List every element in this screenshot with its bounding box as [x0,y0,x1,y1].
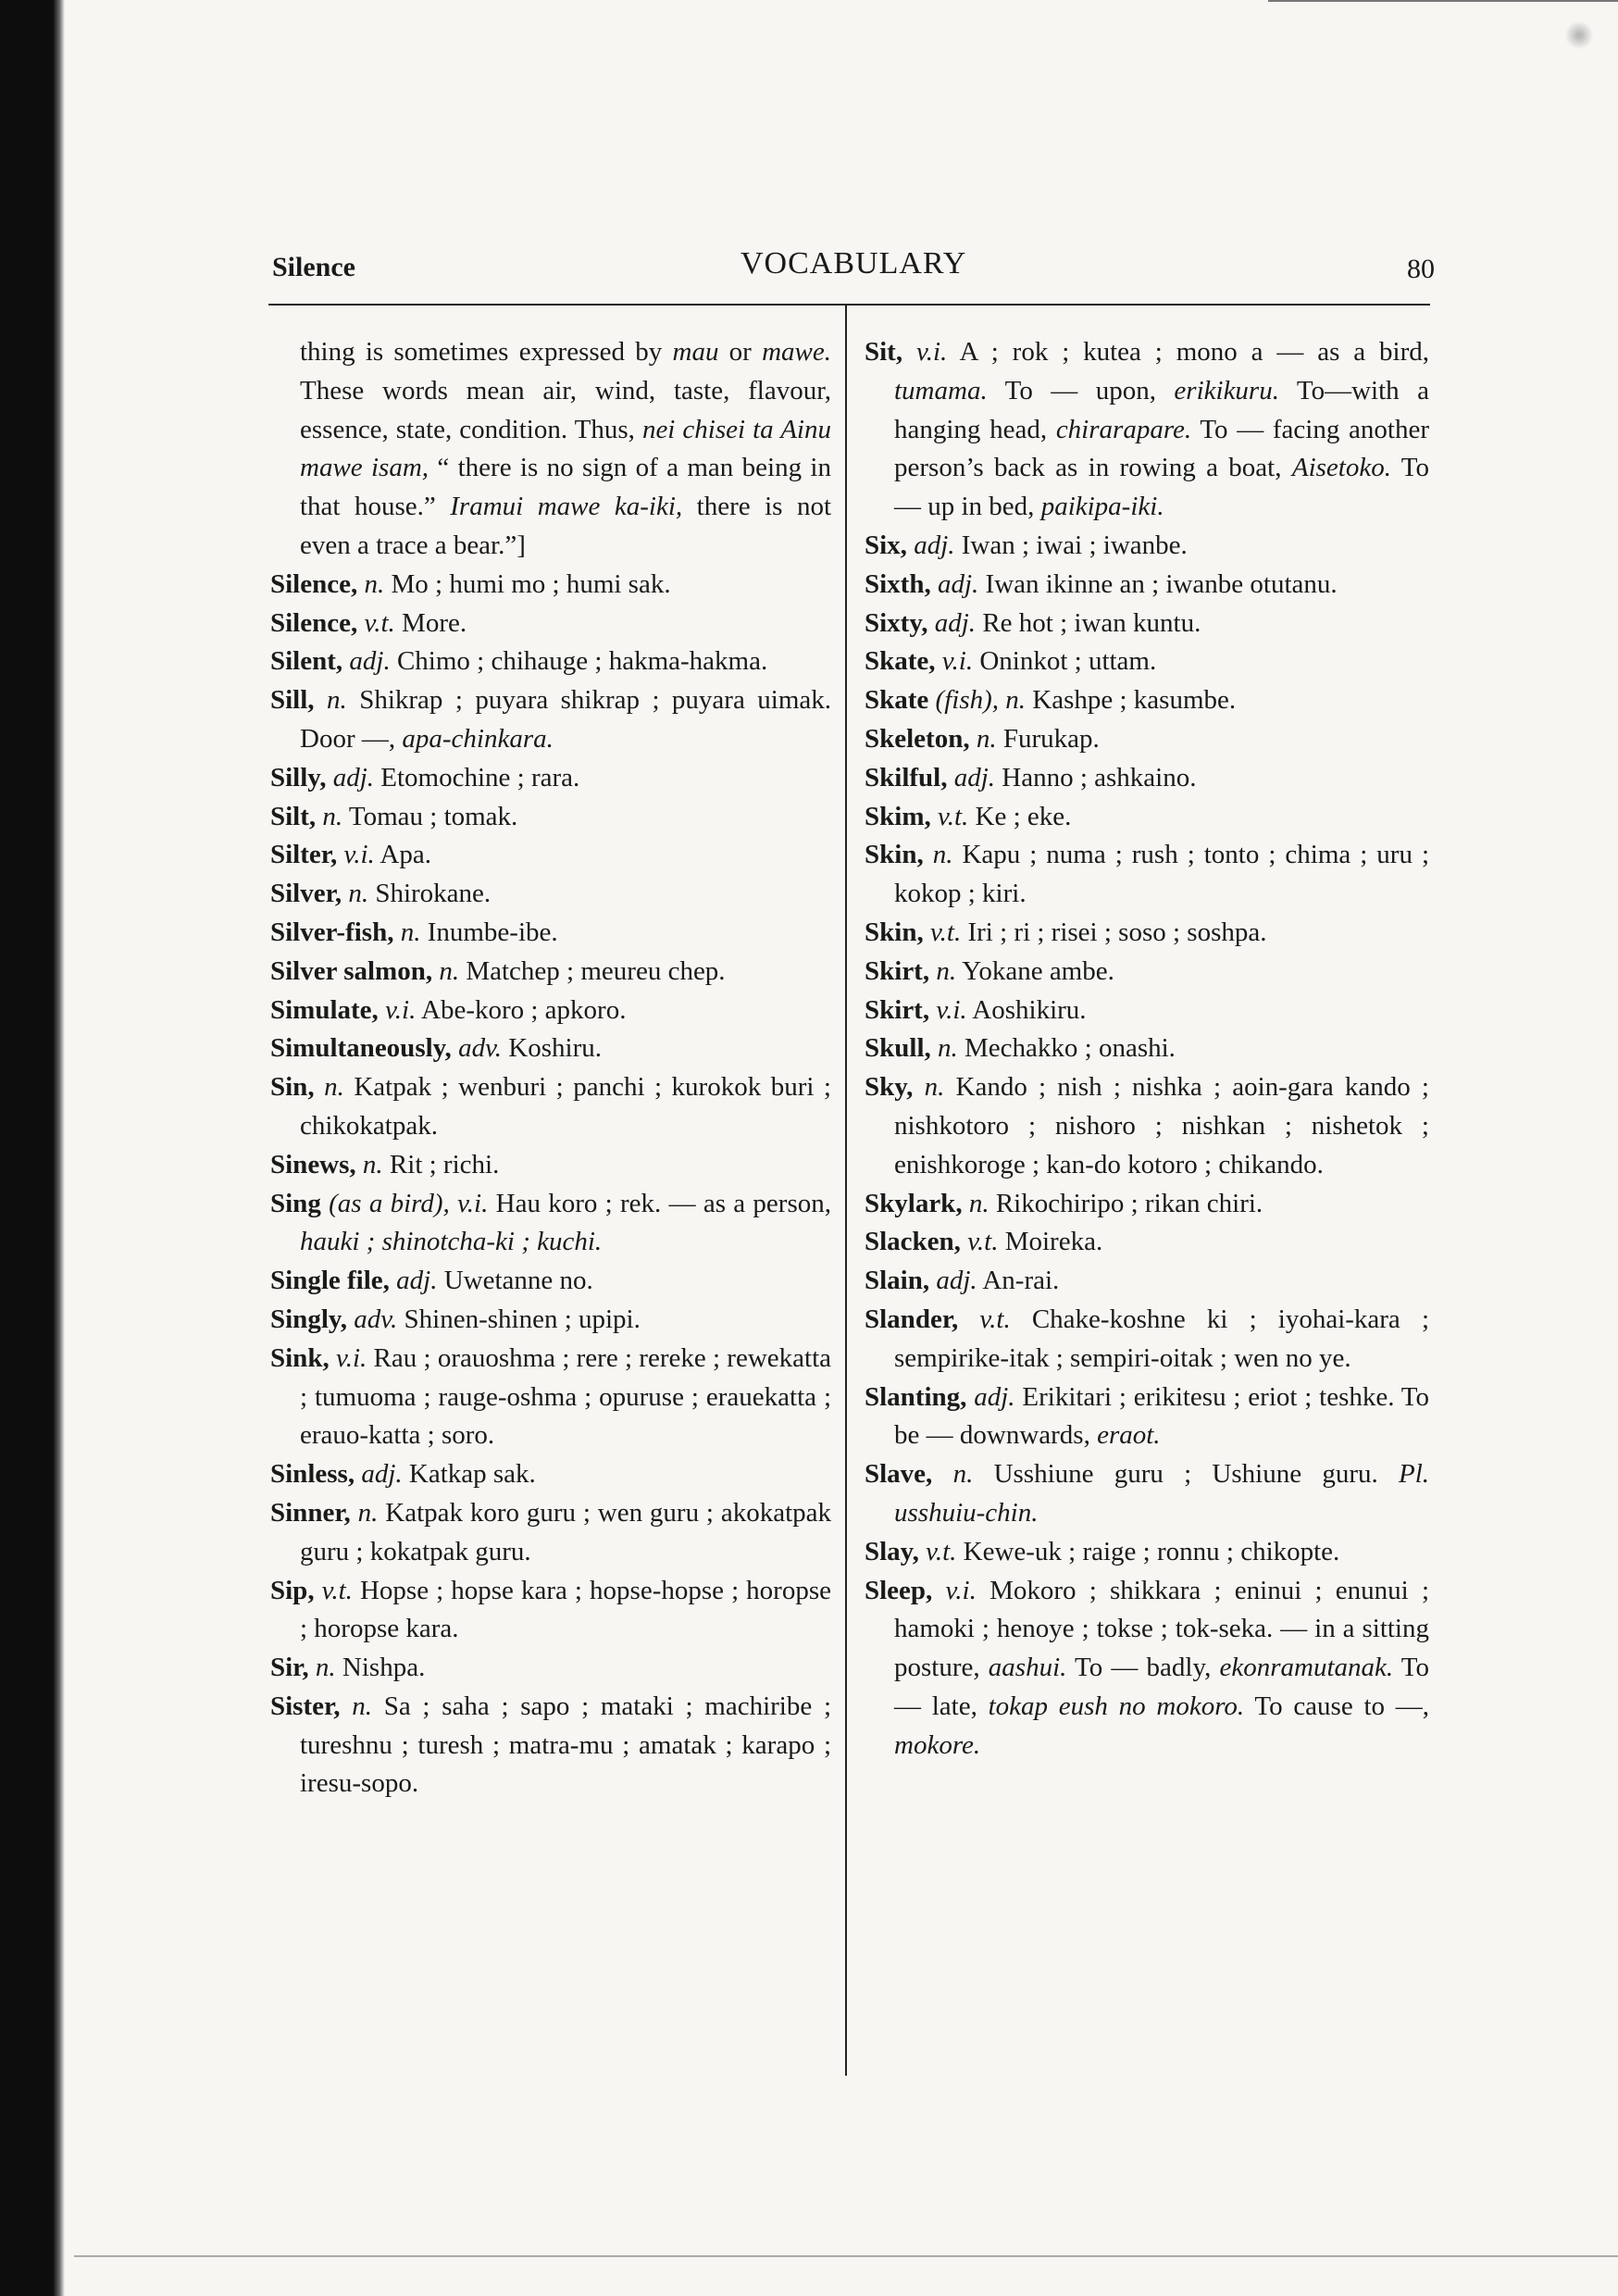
definition-text: thing is sometimes expressed by [300,337,673,367]
dictionary-entry [865,1068,1429,1184]
headword: Silver, [270,879,342,909]
dictionary-entry [270,836,831,875]
part-of-speech: adv. [458,1033,503,1064]
dictionary-entry [270,875,831,914]
definition-text: Aoshikiru. [972,994,1087,1025]
definition-text: To cause to —, [1244,1691,1429,1721]
headword: Silver-fish, [270,917,394,947]
headword: Silter, [270,840,338,870]
dictionary-entry [865,914,1429,953]
headword: Single file, [270,1266,390,1296]
definition-text: Uwetanne no. [443,1266,593,1296]
dictionary-entry [865,836,1429,914]
definition-text: Katpak ; wenburi ; panchi ; kurokok buri ; chikokatpak. [300,1072,831,1141]
headword: Sit, [865,337,903,367]
headword: Slain, [865,1266,930,1296]
part-of-speech: v.i. [945,1575,977,1605]
ainu-term: tokap eush no mokoro. [988,1691,1245,1721]
definition-text: These words mean air, wind, taste, flavour, essence, state, condition. Thus, [300,375,831,444]
scan-edge-line [1268,0,1618,2]
left-entries [270,566,831,1804]
headword: Singly, [270,1304,348,1334]
definition-text: Katkap sak. [408,1459,536,1490]
scan-bottom-line [74,2255,1618,2257]
page-header [268,246,1435,293]
ainu-term: aashui. [988,1653,1067,1683]
definition-text: Inumbe-ibe. [427,917,558,947]
part-of-speech: adj. [934,607,977,638]
part-of-speech: n. [362,1149,383,1179]
headword: Skin, [865,840,924,870]
part-of-speech: v.t. [929,917,962,947]
dictionary-entry [270,914,831,953]
part-of-speech: adj. [936,1266,977,1296]
dictionary-entry [270,759,831,798]
definition-text: Rit ; richi. [389,1149,500,1179]
headword: Simulate, [270,994,379,1025]
definition-text: Rikochiripo ; rikan chiri. [995,1188,1263,1218]
dictionary-entry [865,953,1429,992]
definition-text: Shirokane. [375,879,492,909]
part-of-speech: v.i. [915,337,948,367]
part-of-speech: v.i. [941,646,974,677]
definition-text: Mo ; humi mo ; humi sak. [391,568,671,599]
definition-text: More. [402,607,467,638]
dictionary-entry [270,1455,831,1494]
definition-text: there is not even a trace a bear.”] [300,492,831,560]
definition-text: Koshiru. [508,1033,602,1064]
headword: Simultaneously, [270,1033,452,1064]
definition-text: To — badly, [1066,1653,1220,1683]
ainu-term: erikikuru. [1174,375,1279,406]
definition-text: Re hot ; iwan kuntu. [982,607,1201,638]
dictionary-entry [865,1301,1429,1379]
page-number: 80 [1407,254,1435,284]
book-spine-shadow [0,0,65,2296]
headword: Skirt, [865,994,930,1025]
definition-text: Oninkot ; uttam. [979,646,1157,677]
running-head-word: Silence [272,252,355,282]
part-of-speech: adj. [361,1459,403,1490]
definition-text: Etomochine ; rara. [380,762,580,792]
part-of-speech: n. [924,1072,945,1103]
definition-text: Mokoro ; shikkara ; eninui ; enunui ; hamoki ; henoye ; tokse ; tok-seka. — in a sitting posture, [894,1575,1429,1683]
ainu-term: eraot. [1097,1420,1161,1451]
headword: Slanting, [865,1381,967,1412]
part-of-speech: v.t. [967,1227,999,1257]
definition-text: To — facing another person’s back as in rowing a boat, [894,414,1429,483]
part-of-speech: n. [348,879,369,909]
left-column [270,333,831,1803]
headword: Skirt, [865,955,930,986]
definition-text: Yokane ambe. [962,955,1114,986]
definition-text: Nishpa. [342,1653,426,1683]
dictionary-entry [865,798,1429,837]
definition-text: Hau koro ; rek. — as a person, [495,1188,832,1218]
definition-text: Hopse ; hopse kara ; hopse-hopse ; horopse ; horopse kara. [300,1575,832,1644]
ainu-term: mokore. [894,1729,981,1760]
part-of-speech: n. [352,1691,372,1721]
dictionary-entry [270,1068,831,1146]
ainu-term: tumama. [894,375,988,406]
header-rule [268,304,1430,306]
part-of-speech: n. [932,840,953,870]
definition-text: Kapu ; numa ; rush ; tonto ; chima ; uru ; kokop ; kiri. [894,840,1430,909]
dictionary-entry [270,681,831,759]
part-of-speech: n. [364,568,385,599]
dictionary-entry [865,1379,1429,1456]
ainu-term: chirarapare. [1055,414,1192,444]
part-of-speech: v.i. [457,1188,489,1218]
headword: Sing [270,1188,321,1218]
dictionary-entry [270,1029,831,1068]
dictionary-entry [865,333,1429,527]
definition-text: “ there is no sign of a man being in that house.” [300,453,831,522]
part-of-speech: v.i. [936,994,967,1025]
definition-text: To—with a hanging head, [894,375,1429,444]
page-title: VOCABULARY [741,246,967,281]
part-of-speech: v.i. [335,1342,367,1373]
headword: Sink, [270,1342,330,1373]
part-of-speech: n. [952,1459,974,1490]
definition-text: Erikitari ; erikitesu ; eriot ; teshke. To be — downwards, [894,1381,1429,1451]
part-of-speech: n. [400,917,421,947]
dictionary-entry [865,1455,1429,1533]
definition-text: Furukap. [1002,723,1100,754]
definition-text: Ke ; eke. [975,801,1072,831]
part-of-speech: n. [315,1653,336,1683]
scan-speck [1562,19,1596,52]
definition-text: Sa ; saha ; sapo ; mataki ; machiribe ; tureshnu ; turesh ; matra-mu ; amatak ; karapo ; iresu-sopo. [300,1691,832,1799]
headword-qualifier: (as a bird), [329,1188,450,1218]
part-of-speech: adj. [396,1266,438,1296]
dictionary-entry [270,1649,831,1688]
dictionary-entry [865,1185,1429,1224]
part-of-speech: adj. [974,1381,1015,1412]
headword: Slacken, [865,1227,961,1257]
part-of-speech: n. [439,955,460,986]
part-of-speech: n. [1005,685,1027,716]
headword: Silt, [270,801,317,831]
headword: Sill, [270,685,315,716]
definition-text: Apa. [380,840,431,870]
part-of-speech: adv. [354,1304,398,1334]
part-of-speech: n. [938,1033,958,1064]
part-of-speech: adj. [937,568,979,599]
definition-text: Kashpe ; kasumbe. [1032,685,1237,716]
headword: Slander, [865,1304,959,1334]
right-entries [865,333,1429,1765]
headword: Sinless, [270,1459,355,1490]
definition-text: Usshiune guru ; Ushiune guru. [993,1459,1399,1490]
definition-text: A ; rok ; kutea ; mono a — as a bird, [959,337,1429,367]
ainu-term: mawe. [762,337,831,367]
dictionary-entry [270,1340,831,1455]
part-of-speech: adj. [914,530,955,560]
dictionary-entry [865,605,1429,643]
definition-text: Rau ; orauoshma ; rere ; rereke ; rewekatta ; tumuoma ; rauge-oshma ; opuruse ; erauekatta ; erauo-katta ; soro. [300,1342,832,1451]
part-of-speech: n. [327,685,347,716]
headword: Slay, [865,1536,919,1566]
part-of-speech: v.i. [343,840,375,870]
definition-text: An-rai. [982,1266,1060,1296]
dictionary-entry [270,798,831,837]
definition-text: Iri ; ri ; risei ; soso ; soshpa. [967,917,1267,947]
dictionary-entry [865,566,1429,605]
headword: Sinner, [270,1497,351,1528]
headword: Silver salmon, [270,955,433,986]
definition-text: Katpak koro guru ; wen guru ; akokatpak guru ; kokatpak guru. [300,1497,832,1566]
dictionary-entry [270,953,831,992]
dictionary-entry [865,1533,1429,1572]
part-of-speech: v.t. [979,1304,1011,1334]
part-of-speech: v.t. [321,1575,353,1605]
headword: Skate, [865,646,936,677]
definition-text: Moireka. [1004,1227,1103,1257]
part-of-speech: n. [322,801,343,831]
dictionary-entry [865,1029,1429,1068]
headword: Sky, [865,1072,914,1103]
dictionary-entry [865,527,1429,566]
dictionary-entry [270,1494,831,1572]
ainu-term: hauki ; shinotcha-ki ; kuchi. [300,1227,603,1257]
definition-text: Chimo ; chihauge ; hakma-hakma. [396,646,768,677]
headword: Skilful, [865,762,948,792]
part-of-speech: n. [324,1072,344,1103]
part-of-speech: v.t. [926,1536,957,1566]
part-of-speech: adj. [349,646,391,677]
dictionary-entry [270,605,831,643]
dictionary-entry [270,1262,831,1301]
definition-text: Iwan ikinne an ; iwanbe otutanu. [985,568,1338,599]
definition-text: To — upon, [987,375,1175,406]
headword: Sleep, [865,1575,933,1605]
definition-text: or [718,337,763,367]
dictionary-entry [270,1688,831,1803]
right-column [865,333,1429,1765]
part-of-speech: n. [976,723,997,754]
dictionary-entry [865,720,1429,759]
part-of-speech: n. [968,1188,989,1218]
headword: Skylark, [865,1188,963,1218]
definition-text: Kando ; nish ; nishka ; aoin-gara kando ; nishkotoro ; nishoro ; nishkan ; nishetok ; enishkoroge ; kan-do kotoro ; chikando. [894,1072,1429,1179]
part-of-speech: v.t. [937,801,969,831]
dictionary-entry [865,1223,1429,1262]
definition-text: Chake-koshne ki ; iyohai-kara ; sempirike-itak ; sempiri-oitak ; wen no ye. [894,1304,1430,1373]
headword: Sin, [270,1072,315,1103]
part-of-speech: n. [357,1497,379,1528]
headword: Six, [865,530,907,560]
ainu-term: Iramui mawe ka-iki, [450,492,683,522]
ainu-term: nei chisei ta Ainu mawe isam, [300,414,831,483]
definition-text: To — late, [894,1653,1430,1721]
dictionary-entry [865,1262,1429,1301]
headword: Sip, [270,1575,315,1605]
definition-text: Abe-koro ; apkoro. [421,994,627,1025]
definition-text: Shikrap ; puyara shikrap ; puyara uimak. Door —, [300,685,832,754]
ainu-term: apa-chinkara. [402,723,554,754]
part-of-speech: adj. [953,762,996,792]
headword: Skin, [865,917,924,947]
dictionary-entry [865,759,1429,798]
headword-qualifier: (fish), [935,685,1000,716]
dictionary-entry [270,1146,831,1185]
headword: Skull, [865,1033,931,1064]
part-of-speech: v.t. [364,607,395,638]
continued-entry [270,333,831,566]
headword: Skate [865,685,929,716]
headword: Silence, [270,568,358,599]
headword: Sister, [270,1691,341,1721]
ainu-term: Pl. usshuiu-chin. [894,1459,1430,1528]
column-divider [845,306,847,2076]
part-of-speech: v.i. [385,994,417,1025]
ainu-term: Aisetoko. [1291,453,1391,483]
definition-text: Mechakko ; onashi. [965,1033,1176,1064]
definition-text: Kewe-uk ; raige ; ronnu ; chikopte. [963,1536,1340,1566]
headword: Sir, [270,1653,309,1683]
dictionary-entry [865,1572,1429,1766]
dictionary-entry [270,643,831,681]
dictionary-entry [270,1572,831,1650]
dictionary-entry [270,1301,831,1340]
definition-text: Iwan ; iwai ; iwanbe. [961,530,1188,560]
ainu-term: mau [672,337,719,367]
definition-text: Matchep ; meureu chep. [466,955,726,986]
headword: Silence, [270,607,358,638]
dictionary-entry [865,681,1429,720]
headword: Sinews, [270,1149,356,1179]
dictionary-entry [270,1185,831,1263]
definition-text: Hanno ; ashkaino. [1002,762,1197,792]
headword: Skim, [865,801,931,831]
dictionary-entry [865,992,1429,1030]
definition-text: Tomau ; tomak. [348,801,518,831]
headword: Silly, [270,762,327,792]
headword: Sixth, [865,568,931,599]
dictionary-entry [270,566,831,605]
headword: Slave, [865,1459,933,1490]
ainu-term: ekonramutanak. [1219,1653,1394,1683]
headword: Silent, [270,646,343,677]
dictionary-entry [865,643,1429,681]
part-of-speech: n. [936,955,957,986]
headword: Sixty, [865,607,928,638]
dictionary-entry [270,992,831,1030]
part-of-speech: adj. [332,762,375,792]
definition-text: Shinen-shinen ; upipi. [404,1304,641,1334]
ainu-term: paikipa-iki. [1040,492,1164,522]
headword: Skeleton, [865,723,970,754]
definition-text: To — up in bed, [894,453,1429,522]
